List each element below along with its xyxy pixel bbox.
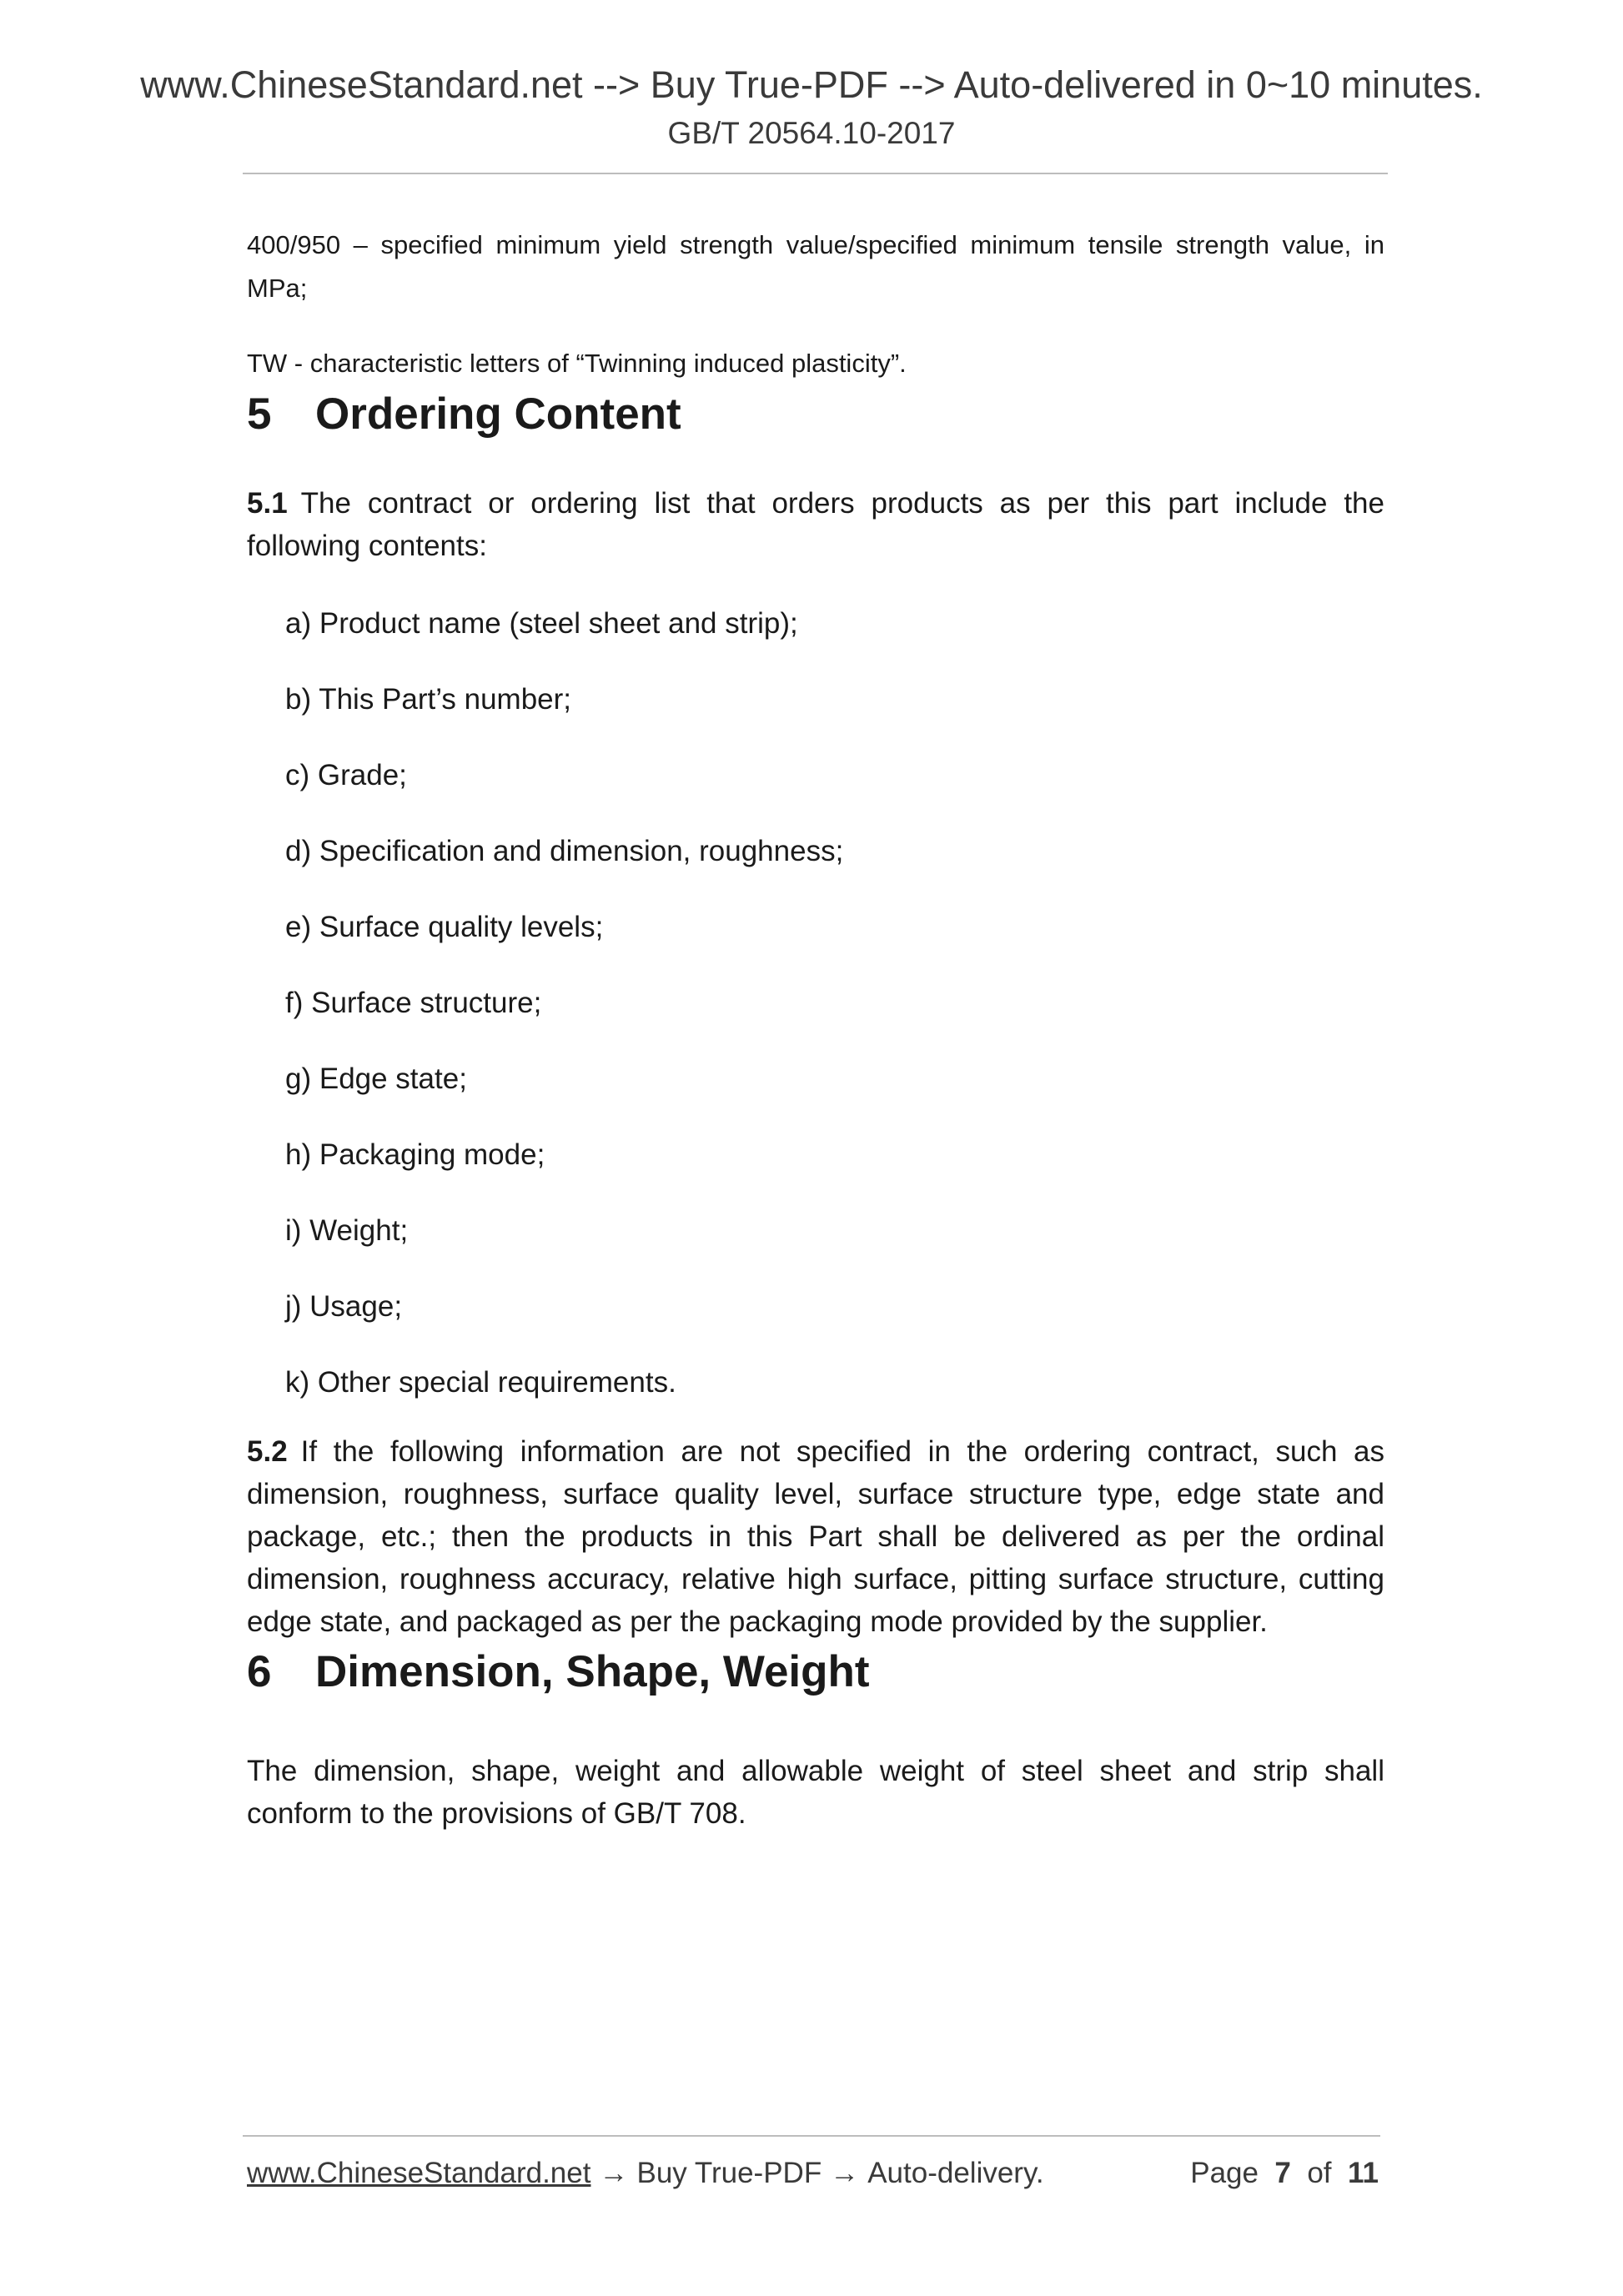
list-item: c) Grade; (285, 759, 407, 791)
total-pages: 11 (1348, 2157, 1379, 2189)
current-page: 7 (1274, 2157, 1291, 2189)
clause-text: The contract or ordering list that orders products as per this part include the following contents: (247, 487, 1384, 562)
page-word: Page (1190, 2157, 1259, 2189)
section-title: Ordering Content (315, 389, 681, 439)
page-indicator (1190, 2153, 1379, 2193)
clause-number: 5.1 (247, 487, 288, 520)
footer-divider (243, 2135, 1380, 2137)
header-divider (243, 173, 1388, 174)
site-link[interactable]: www.ChineseStandard.net (247, 2157, 591, 2189)
clause-5-2 (247, 1430, 1384, 1643)
buy-text: Buy True-PDF (636, 2157, 822, 2189)
list-item: h) Packaging mode; (285, 1138, 545, 1171)
list-item: i) Weight; (285, 1214, 409, 1247)
clause-5-1 (247, 482, 1384, 567)
list-item: g) Edge state; (285, 1063, 467, 1095)
page-content (247, 224, 1384, 1835)
grade-letters-note: TW - characteristic letters of “Twinning induced plasticity”. (247, 349, 907, 378)
clause-number: 5.2 (247, 1435, 288, 1468)
grade-strength-note: 400/950 – specified minimum yield strength value/specified minimum tensile strength value, in MPa; (247, 230, 1384, 303)
delivery-text: Auto-delivery. (867, 2157, 1044, 2189)
header-banner: www.ChineseStandard.net --> Buy True-PDF --> Auto-delivered in 0~10 minutes. (140, 63, 1483, 106)
list-item: a) Product name (steel sheet and strip); (285, 607, 798, 640)
list-item: d) Specification and dimension, roughness; (285, 835, 844, 867)
list-item: j) Usage; (285, 1290, 403, 1323)
section-6-text: The dimension, shape, weight and allowable weight of steel sheet and strip shall conform to the provisions of GB/T 708. (247, 1755, 1384, 1830)
list-item: f) Surface structure; (285, 987, 542, 1019)
ordering-items-list (247, 602, 1384, 1404)
list-item: b) This Part’s number; (285, 683, 572, 716)
arrow-right-icon: → (599, 2157, 629, 2189)
arrow-right-icon: → (830, 2157, 860, 2189)
section-number: 5 (247, 389, 272, 439)
section-heading-5 (247, 385, 1384, 444)
section-heading-6 (247, 1643, 1384, 1701)
section-title: Dimension, Shape, Weight (315, 1647, 870, 1696)
of-word: of (1307, 2157, 1332, 2189)
list-item: e) Surface quality levels; (285, 911, 604, 943)
list-item: k) Other special requirements. (285, 1366, 676, 1399)
section-number: 6 (247, 1647, 272, 1696)
standard-number: GB/T 20564.10-2017 (667, 116, 956, 150)
footer-promo (247, 2153, 1044, 2193)
clause-text: If the following information are not specified in the ordering contract, such as dimension, roughness, surface quality level, surface structure type, edge state and package, etc.; then the products in this Part shall be delivered as per the ordinal dimension, roughness accuracy, relative high surface, pitting surface structure, cutting edge state, and packaged as per the packaging mode provided by the supplier. (247, 1435, 1384, 1638)
